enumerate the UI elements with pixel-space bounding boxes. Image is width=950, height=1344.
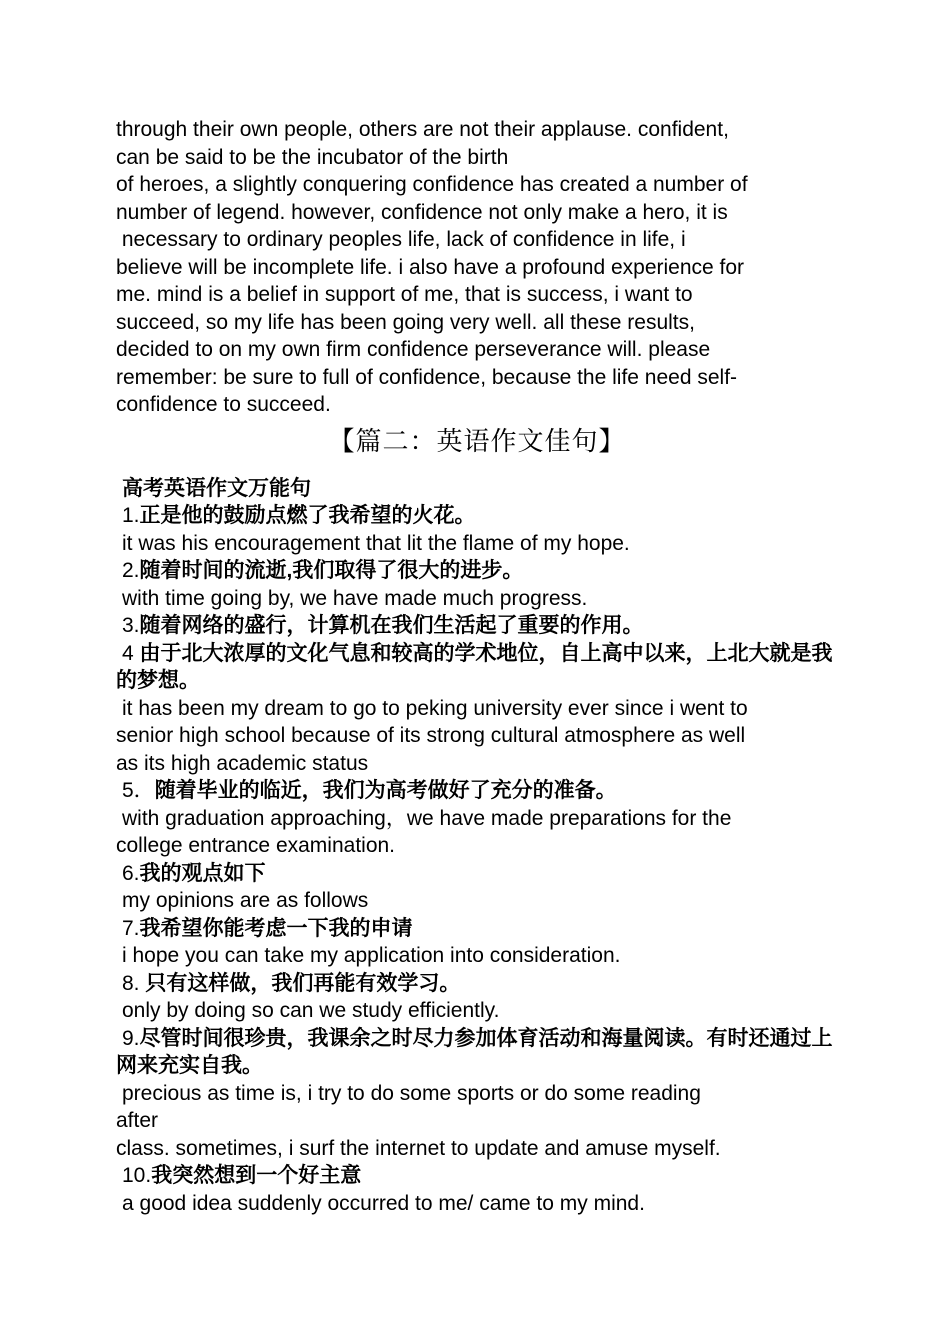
sentence-entry (116, 777, 838, 860)
english-translation: my opinions are as follows (122, 889, 369, 912)
chinese-text: 只有这样做，我们再能有效学习。 (145, 971, 461, 995)
sentence-number: 6. (122, 861, 140, 885)
sentence-entry (116, 612, 838, 640)
intro-line: decided to on my own firm confidence perseverance will. please (116, 338, 711, 361)
document-content (116, 116, 838, 1217)
english-translation: college entrance examination. (116, 834, 396, 857)
english-translation: with graduation approaching，we have made preparations for the (122, 806, 732, 830)
intro-line: of heroes, a slightly conquering confidence has created a number of (116, 173, 748, 196)
english-translation: it has been my dream to go to peking university ever since i went to (122, 696, 748, 720)
chinese-sentence (116, 612, 838, 640)
intro-line: me. mind is a belief in support of me, that is success, i want to (116, 283, 693, 306)
chinese-text: 由于北大浓厚的文化气息和较高的学术地位，自上高中以来，上北大就是我的梦想。 (116, 641, 833, 692)
sentence-entry (116, 557, 838, 612)
english-translation: class. sometimes, i surf the internet to update and amuse myself. (116, 1136, 721, 1160)
intro-line: can be said to be the incubator of the birth (116, 145, 509, 169)
english-translation: it was his encouragement that lit the flame of my hope. (122, 531, 630, 555)
intro-line: through their own people, others are not their applause. confident, (116, 118, 729, 141)
english-translation: i hope you can take my application into consideration. (122, 944, 621, 967)
subheading: 高考英语作文万能句 (122, 476, 311, 500)
sentence-entry (116, 915, 838, 970)
chinese-sentence (116, 640, 838, 695)
chinese-text: 随着毕业的临近，我们为高考做好了充分的准备。 (154, 779, 617, 802)
sentence-entry (116, 640, 838, 778)
sentence-number: 2. (122, 559, 140, 582)
intro-line: number of legend. however, confidence not only make a hero, it is (116, 200, 728, 224)
sentence-number: 8. (122, 971, 146, 995)
chinese-sentence (116, 777, 838, 805)
chinese-text: 我的观点如下 (139, 861, 266, 885)
sentence-entry (116, 1162, 838, 1217)
chinese-sentence (116, 970, 838, 998)
intro-line: necessary to ordinary peoples life, lack of confidence in life, i (116, 228, 686, 251)
intro-paragraph (116, 116, 838, 419)
sentence-number: 1. (122, 504, 140, 527)
sentence-number: 4 (122, 641, 140, 665)
sentence-entry (116, 970, 838, 1025)
chinese-text: 我希望你能考虑一下我的申请 (139, 916, 413, 940)
intro-line: succeed, so my life has been going very well. all these results, (116, 310, 695, 334)
english-translation: precious as time is, i try to do some sports or do some reading (122, 1081, 701, 1105)
chinese-sentence (116, 915, 838, 943)
sentence-number: 3. (122, 614, 140, 637)
sentence-list (116, 502, 838, 1217)
chinese-text: 尽管时间很珍贵，我课余之时尽力参加体育活动和海量阅读。有时还通过上网来充实自我。 (116, 1026, 833, 1077)
english-translation: with time going by, we have made much progress. (122, 586, 588, 610)
sentence-entry (116, 860, 838, 915)
sentence-number: 7. (122, 916, 140, 940)
english-translation: after (116, 1109, 159, 1132)
intro-line: believe will be incomplete life. i also have a profound experience for (116, 255, 745, 279)
chinese-sentence (116, 1025, 838, 1080)
sentence-number: 10. (122, 1164, 152, 1187)
sentence-number: 9. (122, 1026, 140, 1050)
intro-line: confidence to succeed. (116, 393, 331, 416)
sentence-number: 5． (122, 779, 155, 802)
chinese-sentence (116, 1162, 838, 1190)
chinese-text: 随着网络的盛行，计算机在我们生活起了重要的作用。 (139, 614, 644, 637)
chinese-text: 正是他的鼓励点燃了我希望的火花。 (139, 504, 476, 527)
chinese-sentence (116, 502, 838, 530)
english-translation: a good idea suddenly occurred to me/ came to my mind. (122, 1191, 645, 1215)
chinese-text: 随着时间的流逝,我们取得了很大的进步。 (139, 559, 524, 582)
english-translation: only by doing so can we study efficiently. (122, 999, 500, 1022)
sentence-entry (116, 502, 838, 557)
chinese-sentence (116, 557, 838, 585)
section-heading: 【篇二：英语作文佳句】 (328, 425, 626, 456)
intro-line: remember: be sure to full of confidence, because the life need self- (116, 365, 738, 389)
sentence-entry (116, 1025, 838, 1163)
chinese-sentence (116, 860, 838, 888)
english-translation: as its high academic status (116, 751, 369, 775)
chinese-text: 我突然想到一个好主意 (151, 1164, 362, 1187)
english-translation: senior high school because of its strong cultural atmosphere as well (116, 724, 746, 747)
